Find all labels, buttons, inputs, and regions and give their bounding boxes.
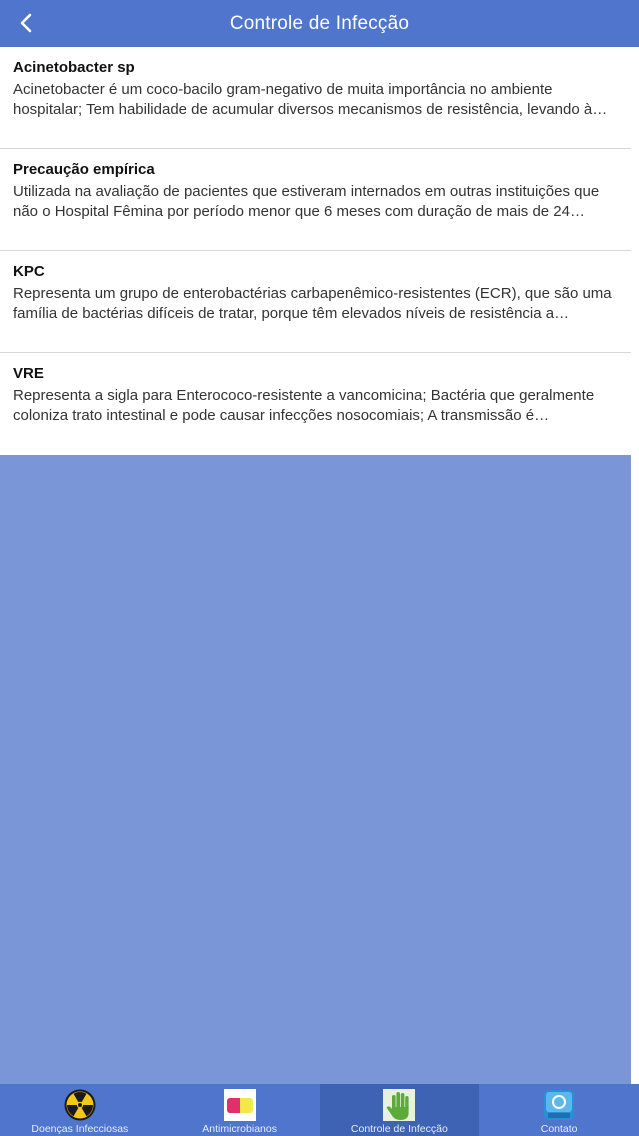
list-item[interactable] xyxy=(0,47,631,149)
back-button[interactable] xyxy=(14,8,38,38)
tab-label: Doenças Infecciosas xyxy=(31,1123,129,1135)
tab-contato[interactable] xyxy=(479,1084,639,1136)
tab-label: Controle de Infecção xyxy=(350,1123,448,1135)
list-item-title: KPC xyxy=(13,263,45,280)
contact-icon xyxy=(543,1089,575,1121)
list-item-description: Representa um grupo de enterobactérias carbapenêmico-resistentes (ECR), que são uma família de bactérias difíceis de tratar, porque têm elevados níveis de resistência a… xyxy=(13,285,612,322)
topic-list xyxy=(0,47,631,455)
list-item-title: Acinetobacter sp xyxy=(13,59,135,76)
navigation-bar xyxy=(0,0,639,47)
list-item[interactable] xyxy=(0,353,631,455)
hand-icon xyxy=(383,1089,415,1121)
list-item-title: Precaução empírica xyxy=(13,161,155,178)
tab-controle-de-infeccao[interactable] xyxy=(320,1084,480,1136)
pill-icon xyxy=(224,1089,256,1121)
page-title: Controle de Infecção xyxy=(229,12,410,34)
tab-label: Contato xyxy=(540,1123,578,1135)
chevron-left-icon xyxy=(19,12,33,34)
list-item[interactable] xyxy=(0,251,631,353)
list-item[interactable] xyxy=(0,149,631,251)
list-item-description: Acinetobacter é um coco-bacilo gram-negativo de muita importância no ambiente hospitalar; Tem habilidade de acumular diversos mecanismos de resistência, levando à… xyxy=(13,81,608,118)
tab-doencas-infecciosas[interactable] xyxy=(0,1084,160,1136)
list-item-description: Utilizada na avaliação de pacientes que estiveram internados em outras instituições que não o Hospital Fêmina por período menor que 6 meses com duração de mais de 24… xyxy=(13,183,600,220)
scroll-edge xyxy=(631,47,639,1084)
list-item-description: Representa a sigla para Enterococo-resistente a vancomicina; Bactéria que geralmente coloniza trato intestinal e pode causar infecções nosocomiais; A transmissão é… xyxy=(13,387,595,424)
tab-antimicrobianos[interactable] xyxy=(160,1084,320,1136)
biohazard-icon xyxy=(64,1089,96,1121)
list-item-title: VRE xyxy=(13,365,44,382)
tab-bar xyxy=(0,1084,639,1136)
tab-label: Antimicrobianos xyxy=(202,1123,277,1135)
